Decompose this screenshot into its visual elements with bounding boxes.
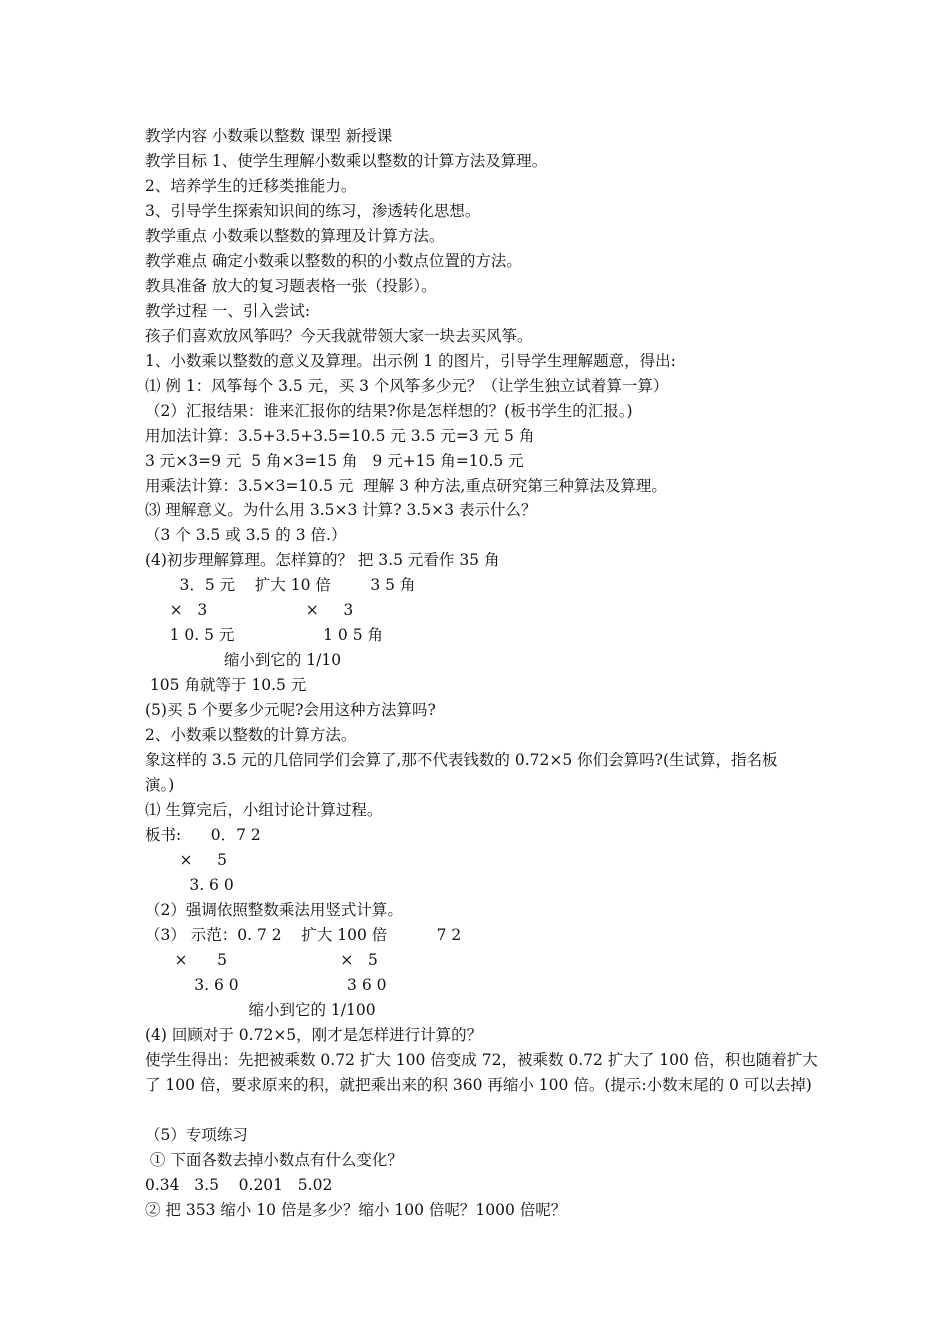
text-line: (5)买 5 个要多少元呢?会用这种方法算吗? xyxy=(145,701,436,719)
text-line: 教学内容 小数乘以整数 课型 新授课 xyxy=(145,127,393,145)
text-line: ⑴ 生算完后，小组讨论计算过程。 xyxy=(145,801,383,819)
calc-line: （3） 示范：0. 7 2 扩大 100 倍 7 2 xyxy=(145,926,462,944)
text-line: （2）汇报结果：谁来汇报你的结果?你是怎样想的？(板书学生的汇报。) xyxy=(145,402,633,420)
calc-line: 缩小到它的 1/10 xyxy=(145,651,342,669)
text-line: 教学重点 小数乘以整数的算理及计算方法。 xyxy=(145,227,445,245)
text-line: 使学生得出：先把被乘数 0.72 扩大 100 倍变成 72，被乘数 0.72 扩大了 100 倍，积也随着扩大 xyxy=(145,1051,818,1069)
text-line: 孩子们喜欢放风筝吗？今天我就带领大家一块去买风筝。 xyxy=(145,327,533,345)
calc-line: × 5 xyxy=(145,851,227,869)
calc-line: 缩小到它的 1/100 xyxy=(145,1001,376,1019)
text-line: 用乘法计算：3.5×3=10.5 元 理解 3 种方法,重点研究第三种算法及算理。 xyxy=(145,477,667,495)
text-line: 教具准备 放大的复习题表格一张（投影）。 xyxy=(145,277,437,295)
text-line: 3 元×3=9 元 5 角×3=15 角 9 元+15 角=10.5 元 xyxy=(145,452,524,470)
calc-line: × 3 × 3 xyxy=(145,601,354,619)
text-line: 2、小数乘以整数的计算方法。 xyxy=(145,726,357,744)
text-line: （3 个 3.5 或 3.5 的 3 倍.） xyxy=(145,526,347,544)
calc-line: 1 0. 5 元 1 0 5 角 xyxy=(145,626,383,644)
text-line: (4)初步理解算理。怎样算的？ 把 3.5 元看作 35 角 xyxy=(145,551,500,569)
calc-line: 3. 6 0 3 6 0 xyxy=(145,976,387,994)
calc-line: × 5 × 5 xyxy=(145,951,378,969)
text-line: 0.34 3.5 0.201 5.02 xyxy=(145,1176,333,1194)
text-line: 教学目标 1、使学生理解小数乘以整数的计算方法及算理。 xyxy=(145,152,548,170)
text-line: 了 100 倍，要求原来的积，就把乘出来的积 360 再缩小 100 倍。(提示:小数末尾的 0 可以去掉) xyxy=(145,1076,812,1094)
calc-line: 板书: 0．7 2 xyxy=(145,826,261,844)
calc-line: 3．5 元 扩大 10 倍 3 5 角 xyxy=(145,576,416,594)
text-line: 105 角就等于 10.5 元 xyxy=(145,676,307,694)
text-line: 象这样的 3.5 元的几倍同学们会算了,那不代表钱数的 0.72×5 你们会算吗?(生试算，指名板 xyxy=(145,751,778,769)
text-line: 教学过程 一、引入尝试: xyxy=(145,302,311,320)
text-line: 3、引导学生探索知识间的练习，渗透转化思想。 xyxy=(145,202,481,220)
text-line: ① 下面各数去掉小数点有什么变化？ xyxy=(145,1151,403,1169)
text-line: 演。) xyxy=(145,776,175,794)
text-line: 1、小数乘以整数的意义及算理。出示例 1 的图片，引导学生理解题意，得出: xyxy=(145,352,676,370)
text-line: (4) 回顾对于 0.72×5，刚才是怎样进行计算的？ xyxy=(145,1026,483,1044)
text-line: ⑴ 例 1：风筝每个 3.5 元，买 3 个风筝多少元？（让学生独立试着算一算） xyxy=(145,377,669,395)
text-line: （2）强调依照整数乘法用竖式计算。 xyxy=(145,901,403,919)
calc-line: 3. 6 0 xyxy=(145,876,234,894)
text-line: 教学难点 确定小数乘以整数的积的小数点位置的方法。 xyxy=(145,252,522,270)
text-line: 用加法计算：3.5+3.5+3.5=10.5 元 3.5 元=3 元 5 角 xyxy=(145,427,535,445)
text-line: （5）专项练习 xyxy=(145,1126,248,1144)
text-line: ② 把 353 缩小 10 倍是多少？缩小 100 倍呢？1000 倍呢？ xyxy=(145,1201,567,1219)
text-line: ⑶ 理解意义。为什么用 3.5×3 计算? 3.5×3 表示什么？ xyxy=(145,501,537,519)
text-line: 2、培养学生的迁移类推能力。 xyxy=(145,177,357,195)
